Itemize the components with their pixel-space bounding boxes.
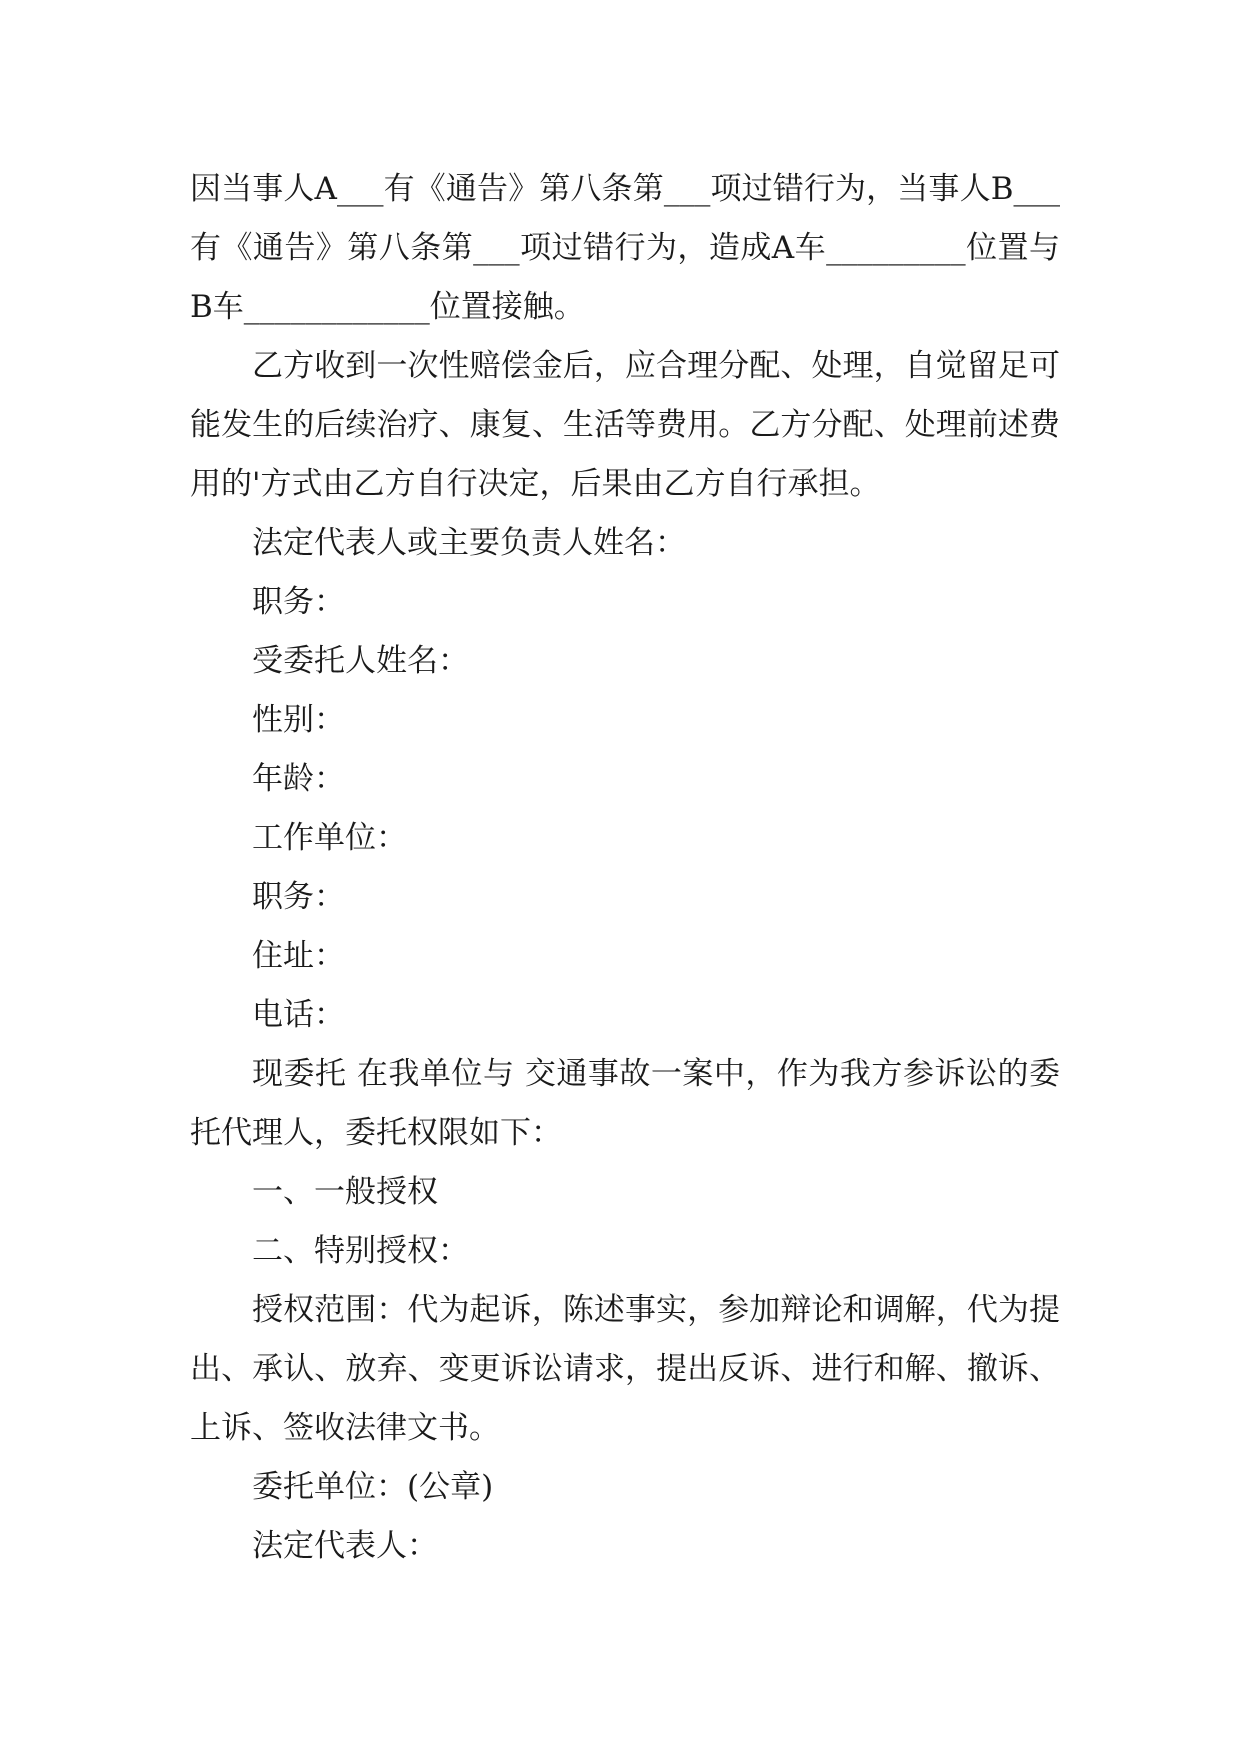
field-trustee-name: 受委托人姓名： <box>252 643 469 679</box>
paragraph-special-authorization: 二、特别授权： <box>252 1233 469 1269</box>
field-phone: 电话： <box>252 997 345 1033</box>
field-legal-rep-name: 法定代表人或主要负责人姓名： <box>252 525 686 561</box>
document-body <box>190 160 1060 1576</box>
field-age: 年龄： <box>252 761 345 797</box>
paragraph-general-authorization: 一、一般授权 <box>252 1174 438 1210</box>
field-work-unit: 工作单位： <box>252 820 407 856</box>
field-position: 职务： <box>252 584 345 620</box>
paragraph-entrustment: 现委托 在我单位与 交通事故一案中，作为我方参诉讼的委托代理人，委托权限如下： <box>190 1056 1060 1151</box>
field-legal-rep: 法定代表人： <box>252 1528 438 1564</box>
paragraph-authorization-scope: 授权范围：代为起诉，陈述事实，参加辩论和调解，代为提出、承认、放弃、变更诉讼请求，提出反诉、进行和解、撤诉、上诉、签收法律文书。 <box>190 1292 1060 1446</box>
paragraph-accident-fault: 因当事人A___有《通告》第八条第___项过错行为，当事人B___有《通告》第八条第___项过错行为，造成A车_________位置与B车____________位置接触。 <box>190 171 1060 325</box>
field-address: 住址： <box>252 938 345 974</box>
paragraph-compensation-distribution: 乙方收到一次性赔偿金后，应合理分配、处理，自觉留足可能发生的后续治疗、康复、生活等费用。乙方分配、处理前述费用的'方式由乙方自行决定，后果由乙方自行承担。 <box>190 348 1060 502</box>
field-gender: 性别： <box>252 702 345 738</box>
field-position-2: 职务： <box>252 879 345 915</box>
field-entrusting-unit: 委托单位：(公章) <box>252 1469 494 1505</box>
